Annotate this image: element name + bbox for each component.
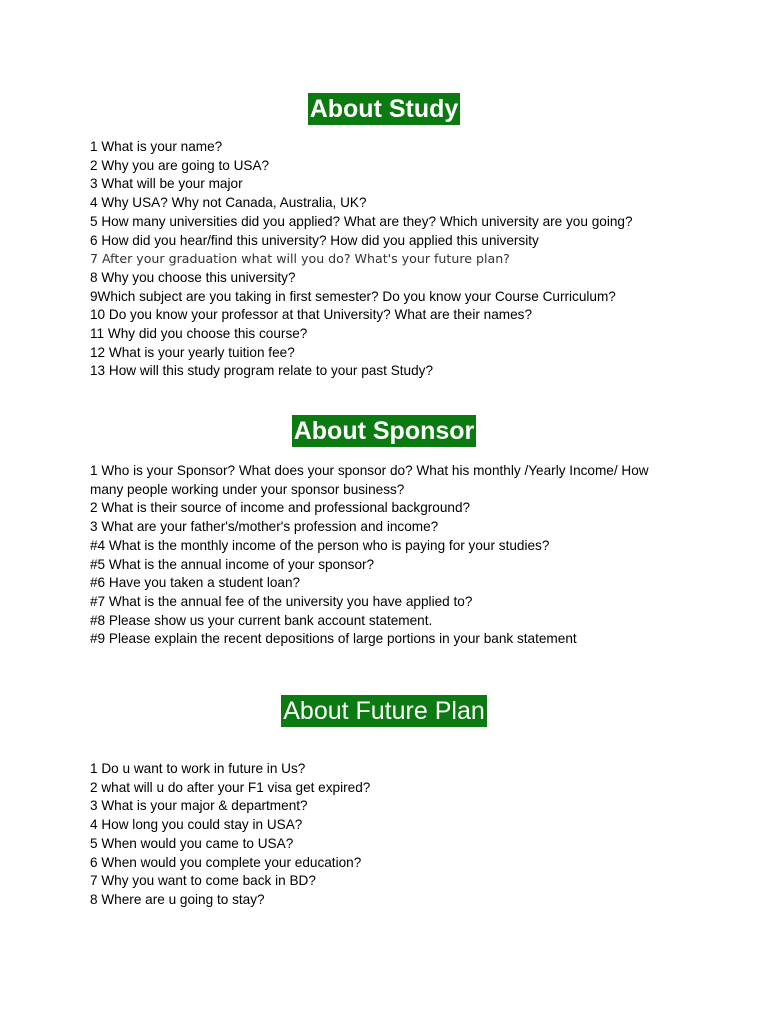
- list-item: 8 Where are u going to stay?: [90, 891, 265, 907]
- list-item: 7 After your graduation what will you do? What's your future plan?: [90, 251, 510, 267]
- list-item: #4 What is the monthly income of the person who is paying for your studies?: [90, 537, 550, 553]
- heading-about-sponsor-label: About Sponsor: [293, 417, 475, 445]
- list-item: 12 What is your yearly tuition fee?: [90, 344, 295, 360]
- list-item: 6 How did you hear/find this university? How did you applied this university: [90, 232, 539, 248]
- list-item: 2 Why you are going to USA?: [90, 157, 270, 173]
- list-item: #6 Have you taken a student loan?: [90, 575, 301, 591]
- list-item: 4 How long you could stay in USA?: [90, 817, 303, 833]
- heading-about-future-plan: [0, 695, 768, 727]
- sponsor-question-list: [90, 462, 680, 649]
- list-item: 3 What is your major & department?: [90, 798, 308, 814]
- list-item: 2 what will u do after your F1 visa get expired?: [90, 779, 371, 795]
- future-plan-question-list: [90, 760, 680, 910]
- heading-about-study-label: About Study: [309, 95, 459, 123]
- list-item: 5 When would you came to USA?: [90, 835, 294, 851]
- list-item: 3 What will be your major: [90, 176, 243, 192]
- list-item: 13 How will this study program relate to your past Study?: [90, 363, 434, 379]
- heading-about-study: [0, 93, 768, 125]
- heading-about-future-plan-label: About Future Plan: [283, 697, 485, 725]
- list-item: 5 How many universities did you applied? What are they? Which university are you going?: [90, 213, 633, 229]
- list-item: #8 Please show us your current bank account statement.: [90, 612, 433, 628]
- heading-about-sponsor: [0, 415, 768, 447]
- study-question-list: [90, 138, 680, 381]
- list-item: 9Which subject are you taking in first semester? Do you know your Course Curriculum?: [90, 288, 616, 304]
- list-item: #7 What is the annual fee of the university you have applied to?: [90, 593, 473, 609]
- list-item: 2 What is their source of income and professional background?: [90, 500, 471, 516]
- list-item: 8 Why you choose this university?: [90, 269, 296, 285]
- list-item: #9 Please explain the recent depositions of large portions in your bank statement: [90, 631, 577, 647]
- list-item: 10 Do you know your professor at that University? What are their names?: [90, 307, 533, 323]
- list-item: 7 Why you want to come back in BD?: [90, 873, 316, 889]
- list-item: 4 Why USA? Why not Canada, Australia, UK?: [90, 195, 367, 211]
- list-item: 3 What are your father's/mother's profession and income?: [90, 519, 439, 535]
- list-item: 6 When would you complete your education?: [90, 854, 362, 870]
- list-item: 1 Do u want to work in future in Us?: [90, 761, 306, 776]
- list-item: 1 What is your name?: [90, 139, 223, 154]
- list-item: #5 What is the annual income of your sponsor?: [90, 556, 375, 572]
- list-item: 1 Who is your Sponsor? What does your sponsor do? What his monthly /Yearly Income/ How many people working under your sponsor business?: [90, 463, 649, 497]
- list-item: 11 Why did you choose this course?: [90, 326, 308, 342]
